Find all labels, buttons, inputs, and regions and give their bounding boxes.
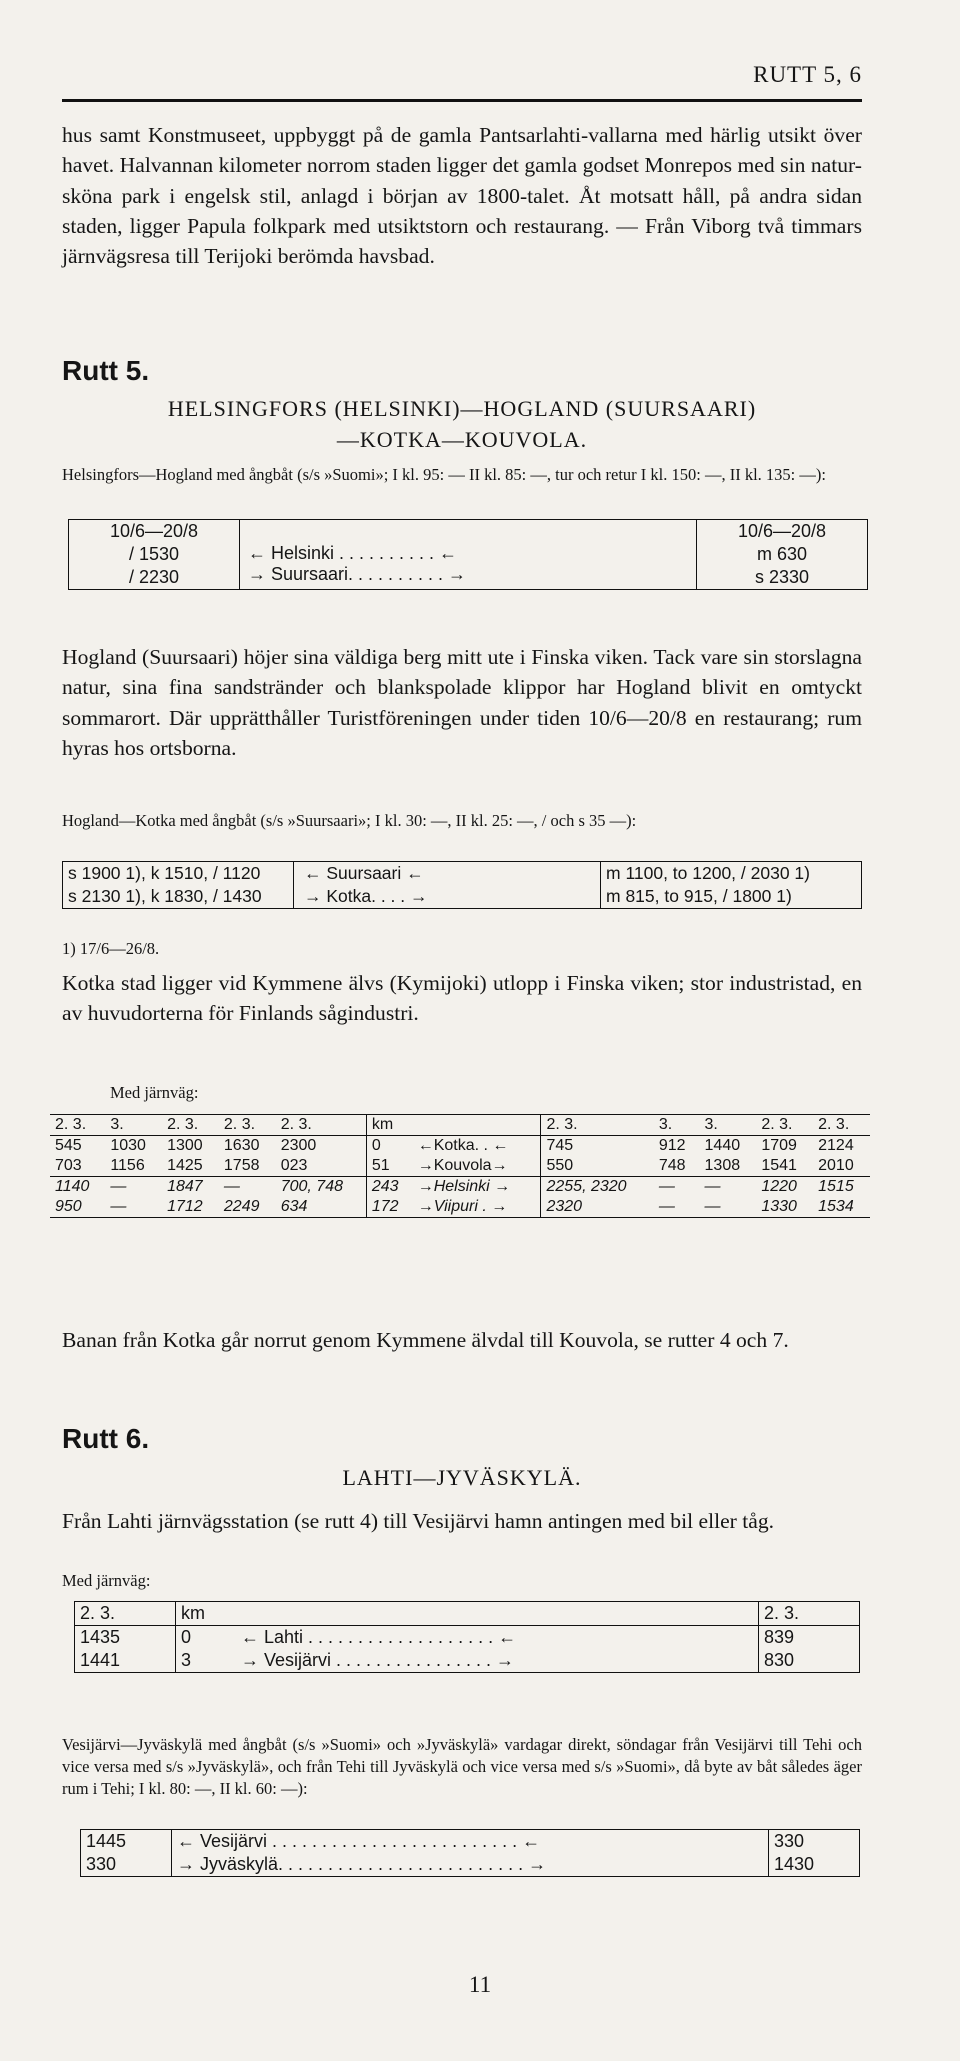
rutt6-rail-station: → Vesijärvi . . . . . . . . . . . . . . . . → xyxy=(236,1649,759,1673)
rail-cell: 950 xyxy=(55,1198,82,1215)
intro-text: hus samt Konstmuseet, uppbyggt på de gamla Pantsarlahti-vallarna med härlig utsikt över havet. Halvannan kilometer norrom staden ligger det gamla godset Monrepos med sin natur-sköna park i engelsk stil, anlagd i början av 1800-talet. Åt motsatt håll, på andra sidan staden, ligger Papula folkpark med utsiktstorn och restaurang. — Från Viborg två timmars järnvägsresa till Terijoki berömda havsbad. xyxy=(62,123,862,269)
rail-row-viipuri xyxy=(50,1197,870,1218)
rail-cell: — xyxy=(704,1198,721,1215)
rutt6-boat-station: → Jyväskylä. . . . . . . . . . . . . . . . . . . . . . . . . → xyxy=(172,1853,769,1877)
boat1-right-head: 10/6—20/8 xyxy=(737,521,827,541)
rutt5-rail-timetable xyxy=(50,1114,870,1218)
rutt6-rail-row-lahti xyxy=(75,1626,860,1650)
rail-head-km: km xyxy=(371,1116,394,1133)
rail-head-left-3: 2. 3. xyxy=(167,1116,199,1133)
rail-cell: 1330 xyxy=(761,1198,797,1215)
boat2-station-2: → Kotka. . . . → xyxy=(294,885,601,909)
rail-cell: 1030 xyxy=(110,1137,146,1154)
rail-km: 172 xyxy=(371,1198,399,1215)
rail-cell: — xyxy=(110,1198,127,1215)
rutt6-boat-note: Vesijärvi—Jyväskylä med ångbåt (s/s »Suomi» och »Jyväskylä» vardagar direkt, söndagar från Vesijärvi till Tehi och vice versa med s/s »Jyväskylä», och från Tehi till Jyväskylä och vice versa med s/s »Suomi», då byte av båt således äger rum i Tehi; I kl. 80: —, II kl. 60: —): xyxy=(62,1735,862,1798)
rail-cell: 1534 xyxy=(818,1198,854,1215)
rail-cell: 912 xyxy=(658,1137,686,1154)
rail-km: 0 xyxy=(371,1137,381,1154)
rail-cell: 1220 xyxy=(761,1178,797,1195)
rutt6-boat-row-1 xyxy=(81,1830,860,1854)
rutt6-title: LAHTI—JYVÄSKYLÄ. xyxy=(342,1465,582,1490)
rail-row-kotka xyxy=(50,1136,870,1157)
boat1-left-head: 10/6—20/8 xyxy=(69,520,240,544)
rail-head-left-5: 2. 3. xyxy=(276,1115,367,1136)
boat2-timetable xyxy=(62,861,862,909)
rail-cell: — xyxy=(658,1198,675,1215)
rutt6-rail-station: ← Lahti . . . . . . . . . . . . . . . . . . . ← xyxy=(236,1626,759,1650)
rail-cell: 703 xyxy=(55,1157,82,1174)
rail-head-right-5: 2. 3. xyxy=(818,1116,850,1133)
boat1-note: Helsingfors—Hogland med ångbåt (s/s »Suomi»; I kl. 95: — II kl. 85: —, tur och retur I kl. 150: —, II kl. 135: —): xyxy=(62,465,826,484)
rail-cell: — xyxy=(658,1178,675,1195)
rutt5-title-line1: HELSINGFORS (HELSINKI)—HOGLAND (SUURSAARI) xyxy=(167,396,757,421)
rail-cell: — xyxy=(223,1178,240,1195)
boat1-left-time-2: / 2230 xyxy=(69,566,240,590)
boat1-right-time-1: m 630 xyxy=(756,544,808,564)
boat2-right-time-1: m 1100, to 1200, / 2030 1) xyxy=(606,863,810,883)
rail-cell: 023 xyxy=(276,1156,367,1177)
boat1-stations xyxy=(240,520,697,590)
rail-cell: 1630 xyxy=(223,1137,260,1154)
running-header: RUTT 5, 6 xyxy=(753,62,862,87)
closing-text: Banan från Kotka går norrut genom Kymmene älvdal till Kouvola, se rutter 4 och 7. xyxy=(62,1328,789,1352)
intro-paragraph xyxy=(62,120,862,271)
rutt6-boat-station: ← Vesijärvi . . . . . . . . . . . . . . . . . . . . . . . . . ← xyxy=(172,1830,769,1854)
rail-cell: 700, 748 xyxy=(276,1177,367,1198)
rutt6-rail-km: 3 xyxy=(181,1650,192,1670)
boat1-station-1: ← Helsinki . . . . . . . . . . ← xyxy=(248,543,458,563)
rail-km: 51 xyxy=(371,1157,390,1174)
rail-cell: 1300 xyxy=(167,1137,203,1154)
rutt6-heading: Rutt 6. xyxy=(62,1423,150,1454)
rail-cell: 2010 xyxy=(818,1157,854,1174)
footnote: 1) 17/6—26/8. xyxy=(62,939,160,958)
rutt5-title xyxy=(62,393,862,455)
closing-paragraph xyxy=(62,1325,862,1355)
rail-cell: — xyxy=(704,1178,721,1195)
boat1-left-time-1: / 1530 xyxy=(69,543,240,566)
rail-station: ←Kotka. . ← xyxy=(413,1136,541,1157)
rail-station: →Helsinki → xyxy=(413,1177,541,1198)
rail-cell: 1308 xyxy=(704,1157,741,1174)
rutt6-rail-head-right: 2. 3. xyxy=(764,1603,800,1623)
rutt6-rail-cell: 1435 xyxy=(75,1626,176,1650)
rail-cell: 2255, 2320 xyxy=(546,1178,627,1195)
rail-row-helsinki xyxy=(50,1177,870,1198)
rutt6-boat-cell: 1445 xyxy=(81,1830,172,1854)
rail-cell: 1515 xyxy=(818,1178,854,1195)
rutt6-intro xyxy=(62,1506,862,1536)
boat2-station-1: ← Suursaari ← xyxy=(294,862,601,886)
rutt6-boat-row-2 xyxy=(81,1853,860,1877)
rail-cell: 748 xyxy=(658,1157,686,1174)
rail-cell: 550 xyxy=(546,1157,574,1174)
rail-cell: 1847 xyxy=(167,1178,203,1195)
rutt6-rail-head-station xyxy=(236,1602,759,1626)
boat1-timetable xyxy=(68,519,868,590)
rail-km: 243 xyxy=(371,1178,399,1195)
rail-cell: — xyxy=(110,1178,127,1195)
rutt6-intro-text: Från Lahti järnvägsstation (se rutt 4) till Vesijärvi hamn antingen med bil eller tåg. xyxy=(62,1509,775,1533)
rail-station: →Viipuri . → xyxy=(413,1197,541,1218)
rutt6-boat-timetable xyxy=(80,1829,860,1877)
header-rule xyxy=(62,99,862,102)
rutt5-title-line2: —KOTKA—KOUVOLA. xyxy=(336,427,588,452)
rutt6-boat-cell: 1430 xyxy=(774,1854,815,1874)
rail-cell: 1712 xyxy=(167,1198,203,1215)
rutt5-heading: Rutt 5. xyxy=(62,355,150,386)
rail-head-right-3: 3. xyxy=(704,1116,718,1133)
kotka-text: Kotka stad ligger vid Kymmene älvs (Kymijoki) utlopp i Finska viken; stor industristad, en av huvudorterna för Finlands sågindustri. xyxy=(62,971,862,1026)
rail-cell: 1440 xyxy=(704,1137,741,1154)
rail-cell: 1541 xyxy=(761,1157,797,1174)
rail-head-right-4: 2. 3. xyxy=(761,1116,793,1133)
rutt6-rail-cell: 839 xyxy=(764,1627,795,1647)
rail-cell: 1758 xyxy=(223,1157,260,1174)
boat2-note: Hogland—Kotka med ångbåt (s/s »Suursaari»; I kl. 30: —, II kl. 25: —, / och s 35 —): xyxy=(62,811,637,830)
rutt6-rail-head-left: 2. 3. xyxy=(75,1602,176,1626)
rail-cell: 1425 xyxy=(167,1157,203,1174)
rail-cell: 1709 xyxy=(761,1137,797,1154)
page-number: 11 xyxy=(468,1972,492,1997)
rail-station: →Kouvola→ xyxy=(413,1156,541,1177)
rail-cell: 2249 xyxy=(223,1198,260,1215)
rail-cell: 545 xyxy=(55,1137,82,1154)
kotka-paragraph xyxy=(62,968,862,1029)
hogland-paragraph xyxy=(62,642,862,763)
rail-cell: 634 xyxy=(276,1197,367,1218)
rail-head-left-4: 2. 3. xyxy=(223,1116,256,1133)
rutt6-rail-cell: 830 xyxy=(764,1650,795,1670)
rutt5-rail-label: Med järnväg: xyxy=(110,1083,199,1102)
rutt6-rail-row-vesijarvi xyxy=(75,1649,860,1673)
rail-cell: 2320 xyxy=(546,1198,583,1215)
rail-head-left-2: 3. xyxy=(110,1116,124,1133)
rail-cell: 2300 xyxy=(276,1136,367,1157)
boat2-left-time-2: s 2130 1), k 1830, / 1430 xyxy=(63,885,294,909)
rail-cell: 1156 xyxy=(110,1157,145,1174)
rutt6-rail-cell: 1441 xyxy=(75,1649,176,1673)
rutt6-rail-km: 0 xyxy=(181,1627,192,1647)
rutt6-boat-cell: 330 xyxy=(81,1853,172,1877)
boat1-right-time-2: s 2330 xyxy=(754,567,810,587)
rutt6-rail-label: Med järnväg: xyxy=(62,1571,151,1590)
rutt6-rail-timetable xyxy=(74,1601,860,1673)
rail-head-right-2: 3. xyxy=(658,1116,673,1133)
rutt6-boat-cell: 330 xyxy=(774,1831,805,1851)
rail-cell: 1140 xyxy=(55,1178,90,1195)
rail-head-left-1: 2. 3. xyxy=(55,1116,87,1133)
rail-cell: 2124 xyxy=(818,1137,854,1154)
boat1-station-2: → Suursaari. . . . . . . . . . → xyxy=(248,564,467,584)
rail-row-kouvola xyxy=(50,1156,870,1177)
boat2-left-time-1: s 1900 1), k 1510, / 1120 xyxy=(63,862,294,886)
rail-cell: 745 xyxy=(546,1137,574,1154)
rail-head-station xyxy=(413,1115,541,1136)
rutt6-rail-head-km: km xyxy=(181,1603,205,1623)
hogland-text: Hogland (Suursaari) höjer sina väldiga berg mitt ute i Finska viken. Tack vare sin storslagna natur, sina fina sandstränder och blankspolade klippor har Hogland blivit en omtyckt sommarort. Där upprätthåller Turistföreningen under tiden 10/6—20/8 en restaurang; rum hyras hos ortsborna. xyxy=(62,645,862,760)
boat2-right-time-2: m 815, to 915, / 1800 1) xyxy=(606,886,792,906)
rail-head-right-1: 2. 3. xyxy=(546,1116,578,1133)
